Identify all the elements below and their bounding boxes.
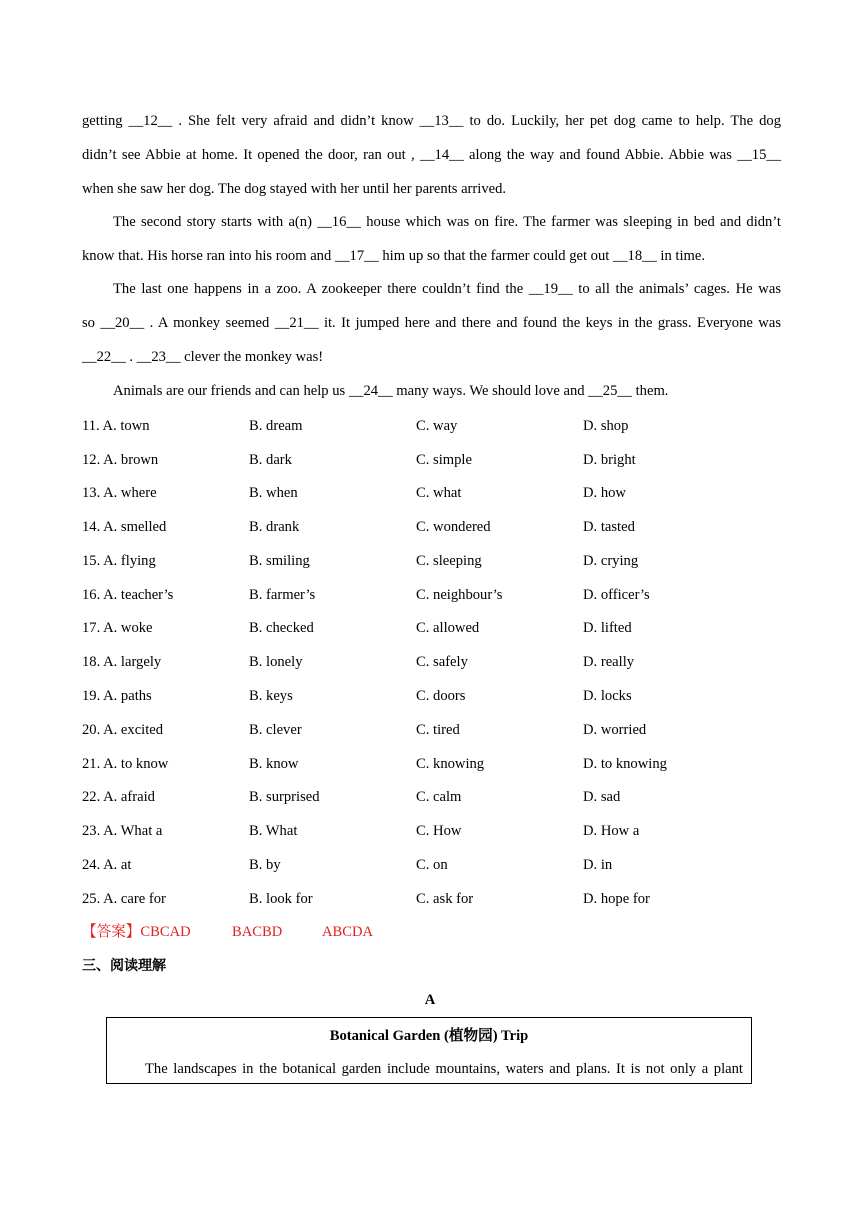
option-a: 19. A. paths <box>82 688 152 704</box>
answer-group-2: BACBD <box>232 924 283 940</box>
passage-line: so __20__ . A monkey seemed __21__ it. It jumped here and there and found the keys in the grass. Everyone was <box>82 314 781 331</box>
option-c: C. wondered <box>416 519 491 535</box>
reading-box <box>106 1017 752 1084</box>
option-a: 12. A. brown <box>82 452 159 468</box>
option-d: D. hope for <box>583 891 650 907</box>
option-a: 14. A. smelled <box>82 519 167 535</box>
option-d: D. sad <box>583 789 621 805</box>
answer-group-1: 【答案】CBCAD <box>82 924 191 940</box>
passage-line: The second story starts with a(n) __16__ house which was on fire. The farmer was sleeping in bed and didn’t <box>113 214 781 230</box>
option-a: 22. A. afraid <box>82 789 155 805</box>
option-d: D. crying <box>583 553 639 569</box>
option-d: D. really <box>583 654 635 670</box>
option-c: C. way <box>416 418 458 434</box>
option-c: C. ask for <box>416 891 474 907</box>
option-b: B. keys <box>249 688 293 704</box>
passage-paragraph-4 <box>82 375 781 409</box>
option-b: B. farmer’s <box>249 587 316 603</box>
passage-line: didn’t see Abbie at home. It opened the door, ran out , __14__ along the way and found Abbie. Abbie was __15__ <box>82 146 781 163</box>
option-c: C. on <box>416 857 448 873</box>
option-b: B. clever <box>249 722 302 738</box>
option-a: 20. A. excited <box>82 722 164 738</box>
passage-label: A <box>424 992 436 1008</box>
option-b: B. drank <box>249 519 300 535</box>
box-text: The landscapes in the botanical garden include mountains, waters and plans. It is not only a plant <box>145 1061 743 1077</box>
passage-paragraph-2 <box>82 206 781 274</box>
option-d: D. in <box>583 857 613 873</box>
option-c: C. neighbour’s <box>416 587 503 603</box>
option-b: B. when <box>249 485 298 501</box>
passage-line: __22__ . __23__ clever the monkey was! <box>82 348 324 365</box>
option-b: B. surprised <box>249 789 320 805</box>
passage-line: The last one happens in a zoo. A zookeeper there couldn’t find the __19__ to all the animals’ cages. He was <box>113 281 781 297</box>
option-b: B. know <box>249 756 299 772</box>
box-title: Botanical Garden (植物园) Trip <box>329 1028 529 1044</box>
passage-line: getting __12__ . She felt very afraid and didn’t know __13__ to do. Luckily, her pet dog came to help. The dog <box>82 113 781 129</box>
option-b: B. lonely <box>249 654 303 670</box>
option-b: B. by <box>249 857 281 873</box>
passage-line: know that. His horse ran into his room and __17__ him up so that the farmer could get out __18__ in time. <box>82 247 705 264</box>
option-c: C. what <box>416 485 462 501</box>
option-b: B. dream <box>249 418 303 434</box>
option-b: B. checked <box>249 620 314 636</box>
passage-line: when she saw her dog. The dog stayed with her until her parents arrived. <box>82 180 507 197</box>
option-a: 25. A. care for <box>82 891 166 907</box>
option-a: 18. A. largely <box>82 654 162 670</box>
option-a: 13. A. where <box>82 485 157 501</box>
passage-line: Animals are our friends and can help us __24__ many ways. We should love and __25__ them. <box>113 383 669 399</box>
option-b: B. What <box>249 823 298 839</box>
option-c: C. tired <box>416 722 460 738</box>
option-a: 24. A. at <box>82 857 132 873</box>
option-c: C. doors <box>416 688 466 704</box>
option-d: D. to knowing <box>583 756 667 772</box>
section-heading: 三、阅读理解 <box>82 958 166 974</box>
option-c: C. allowed <box>416 620 480 636</box>
option-b: B. look for <box>249 891 313 907</box>
option-a: 11. A. town <box>82 418 150 434</box>
option-a: 15. A. flying <box>82 553 156 569</box>
option-c: C. How <box>416 823 462 839</box>
option-a: 23. A. What a <box>82 823 163 839</box>
option-c: C. simple <box>416 452 472 468</box>
option-a: 16. A. teacher’s <box>82 587 174 603</box>
option-a: 21. A. to know <box>82 756 169 772</box>
option-d: D. officer’s <box>583 587 650 603</box>
answer-group-3: ABCDA <box>322 924 374 940</box>
option-d: D. worried <box>583 722 647 738</box>
option-d: D. locks <box>583 688 632 704</box>
passage-paragraph-3 <box>82 273 781 374</box>
option-c: C. safely <box>416 654 468 670</box>
option-c: C. sleeping <box>416 553 482 569</box>
option-c: C. knowing <box>416 756 485 772</box>
option-d: D. tasted <box>583 519 635 535</box>
option-c: C. calm <box>416 789 462 805</box>
option-d: D. lifted <box>583 620 632 636</box>
passage-paragraph-1 <box>82 105 781 206</box>
option-d: D. shop <box>583 418 629 434</box>
option-d: D. How a <box>583 823 640 839</box>
option-a: 17. A. woke <box>82 620 153 636</box>
option-d: D. bright <box>583 452 636 468</box>
option-b: B. dark <box>249 452 292 468</box>
option-d: D. how <box>583 485 626 501</box>
option-b: B. smiling <box>249 553 310 569</box>
